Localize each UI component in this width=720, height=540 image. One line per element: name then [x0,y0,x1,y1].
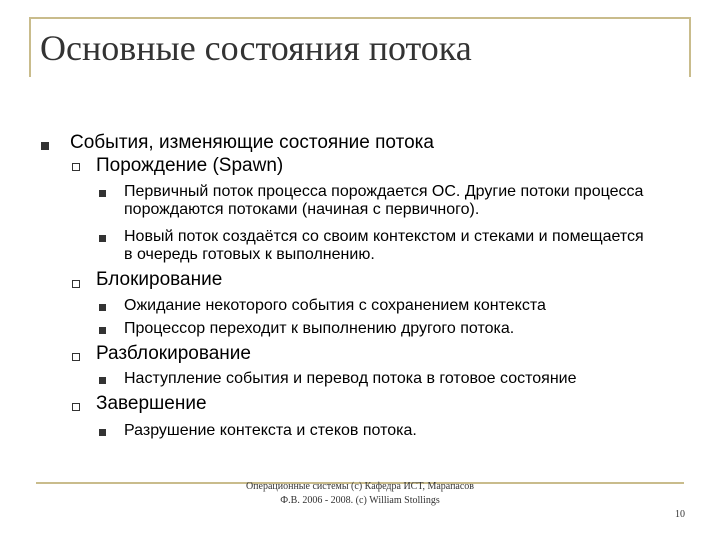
hollow-square-bullet-icon [72,280,80,288]
hollow-square-bullet-icon [72,403,80,411]
square-bullet-icon [99,235,106,242]
section-item: Наступление события и перевод потока в готовое состояние [124,370,577,387]
square-bullet-icon [99,190,106,197]
page-number: 10 [675,509,685,520]
section-item: Первичный поток процесса порождается ОС. Другие потоки процесса порождаются потоками (начиная с первичного). [124,183,644,218]
title-frame-top [29,17,689,19]
footer-credits: Операционные системы (с) Кафедра ИСТ, Марапасов Ф.В. 2006 - 2008. (с) William Stollings [245,481,475,506]
section-item: Процессор переходит к выполнению другого потока. [124,320,515,337]
title-frame-right [689,17,691,77]
section-heading-finish: Завершение [96,393,207,414]
section-heading-block: Блокирование [96,269,223,290]
section-item: Ожидание некоторого события с сохранением контекста [124,297,546,314]
hollow-square-bullet-icon [72,353,80,361]
section-heading-spawn: Порождение (Spawn) [96,155,284,176]
section-heading-unblock: Разблокирование [96,343,251,364]
section-item: Разрушение контекста и стеков потока. [124,422,417,439]
square-bullet-icon [99,327,106,334]
slide-title: Основные состояния потока [40,28,472,68]
square-bullet-icon [99,429,106,436]
level1-text: События, изменяющие состояние потока [70,132,434,153]
section-item: Новый поток создаётся со своим контекстом и стеками и помещается в очередь готовых к выполнению. [124,228,644,263]
square-bullet-icon [99,377,106,384]
square-bullet-icon [41,142,49,150]
title-frame-left [29,17,31,77]
square-bullet-icon [99,304,106,311]
hollow-square-bullet-icon [72,163,80,171]
